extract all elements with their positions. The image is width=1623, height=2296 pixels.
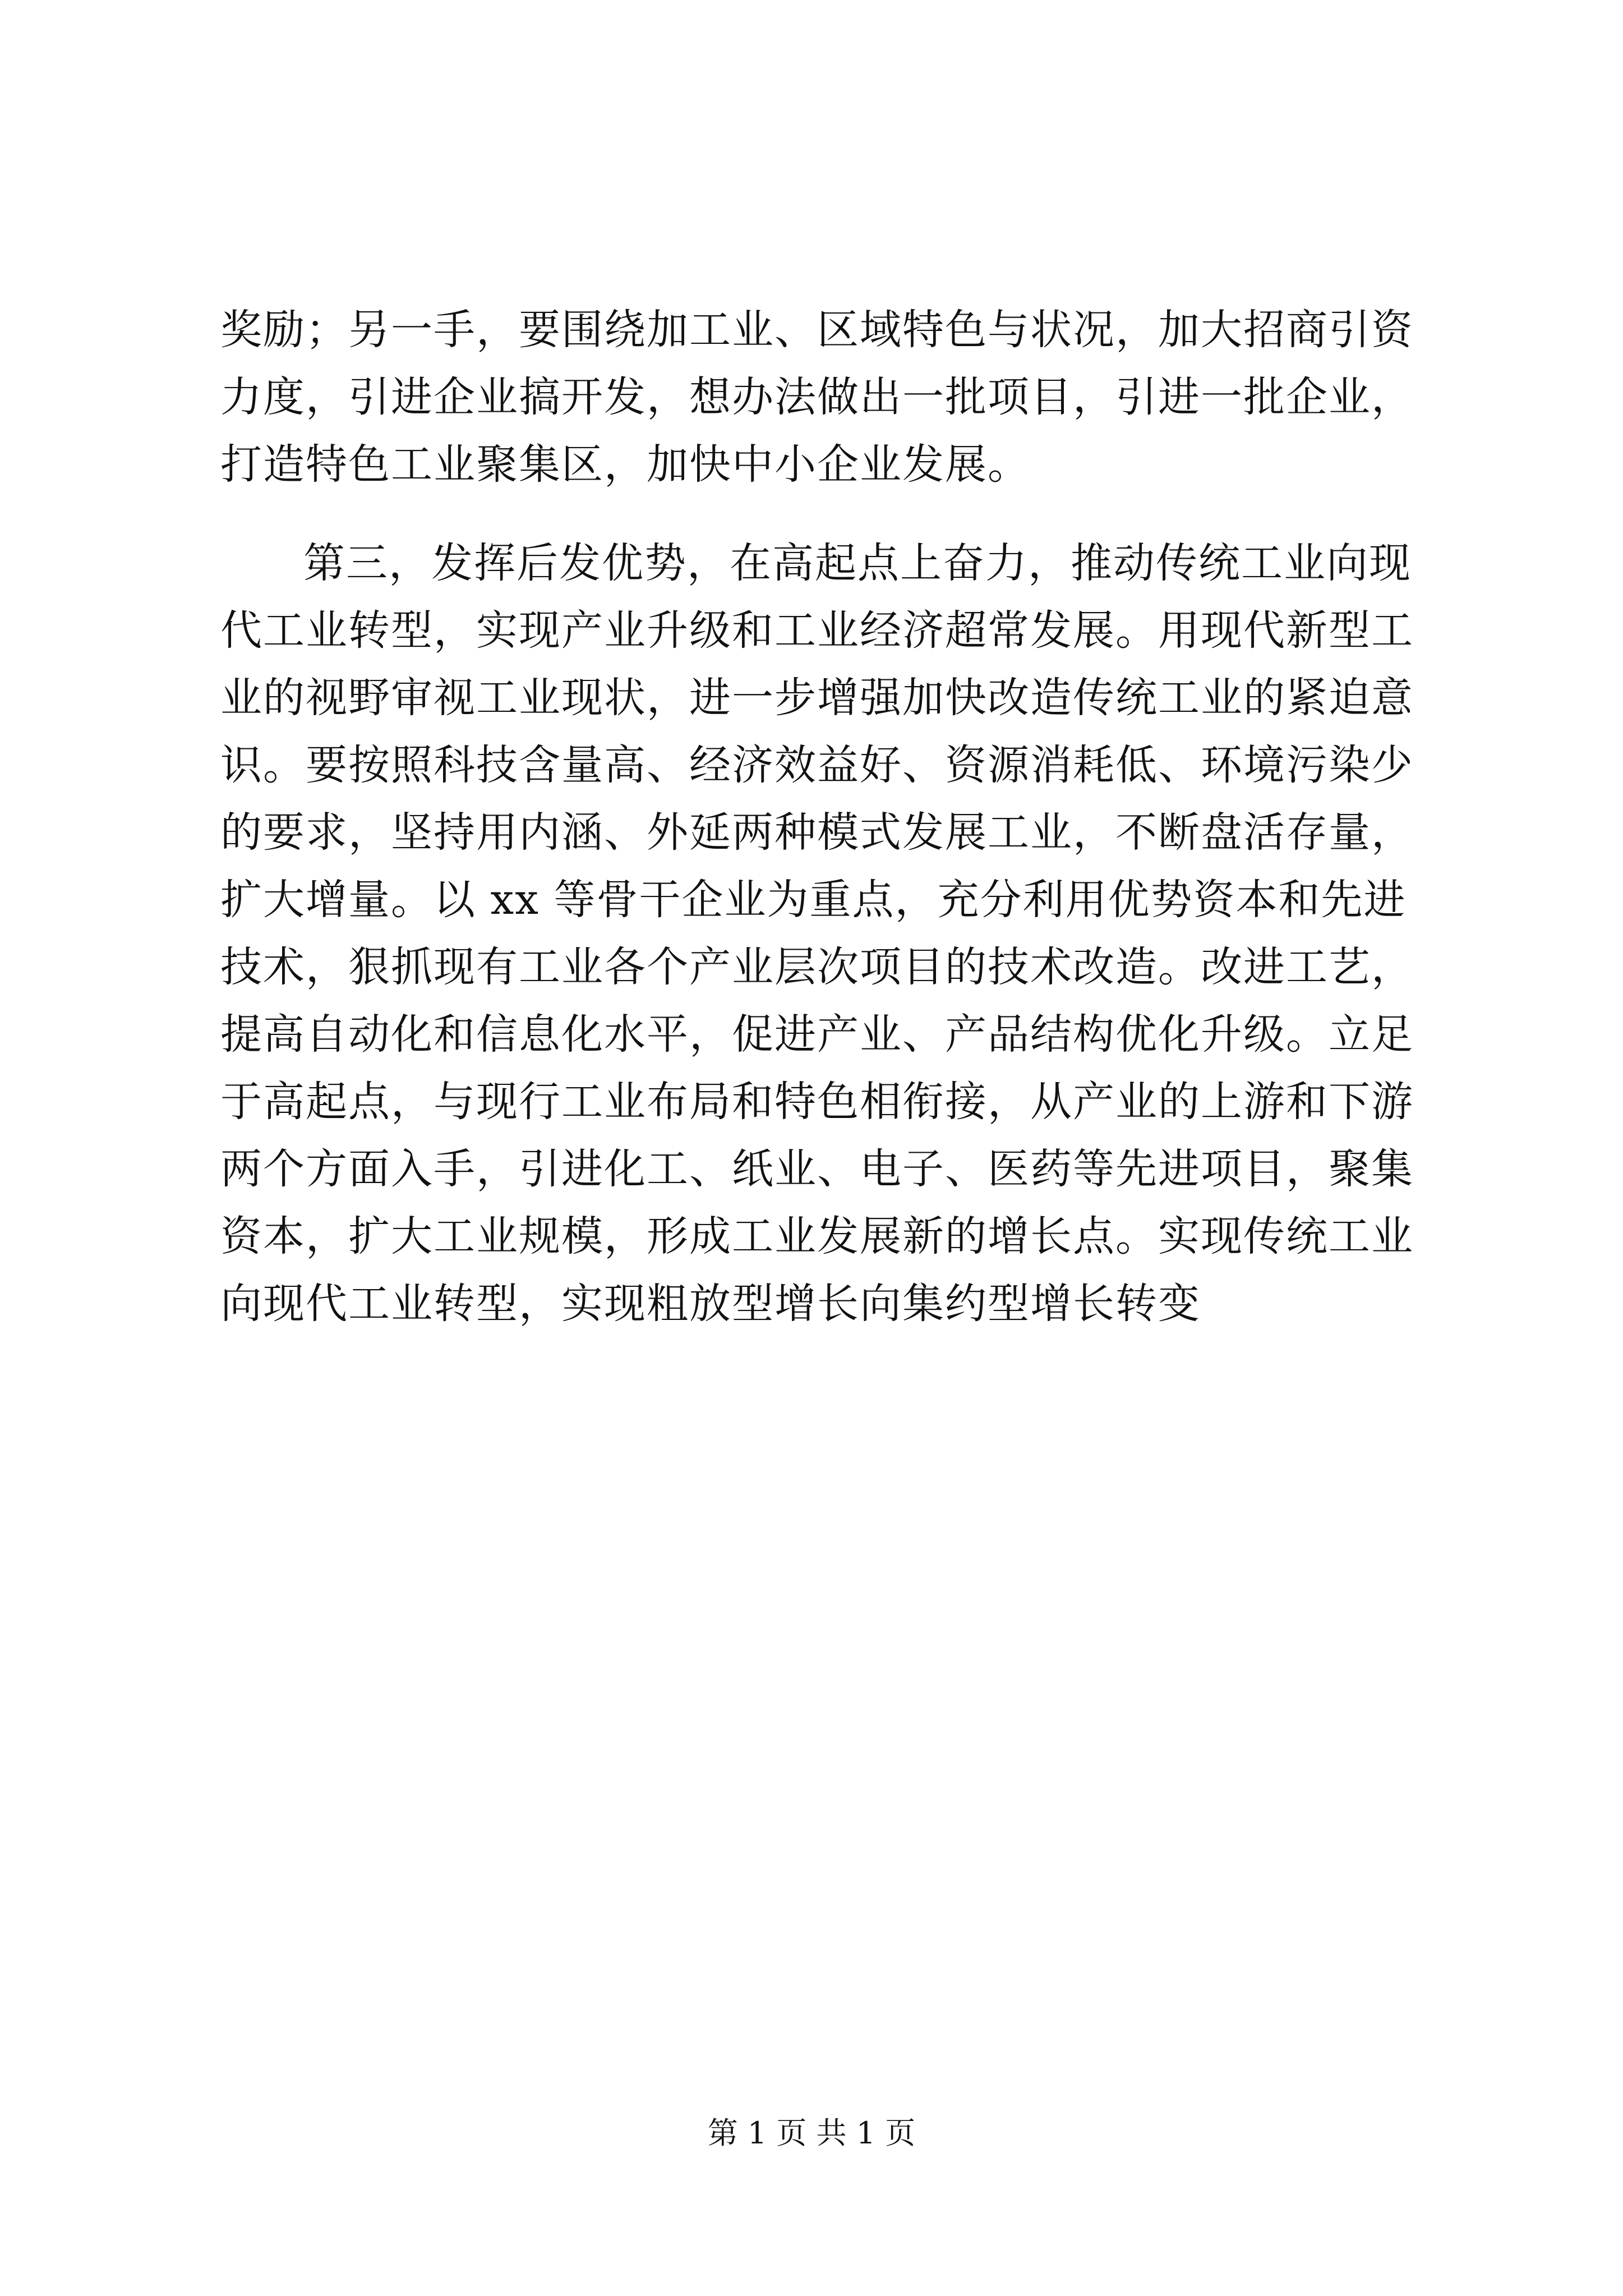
text-line: 的要求，坚持用内涵、外延两种模式发展工业，不断盘活存量， [220,808,1414,857]
page-footer: 第 1 页 共 1 页 [707,2115,916,2151]
text-line: 向现代工业转型，实现粗放型增长向集约型增长转变 [220,1280,1201,1328]
text-line: 技术，狠抓现有工业各个产业层次项目的技术改造。改进工艺， [220,943,1414,991]
text-line: 业的视野审视工业现状，进一步增强加快改造传统工业的紧迫意 [220,674,1414,722]
text-line: 扩大增量。以 xx 等骨干企业为重点，充分利用优势资本和先进 [220,876,1407,924]
text-line: 于高起点，与现行工业布局和特色相衔接，从产业的上游和下游 [220,1078,1414,1126]
text-line: 资本，扩大工业规模，形成工业发展新的增长点。实现传统工业 [220,1212,1414,1260]
text-line: 代工业转型，实现产业升级和工业经济超常发展。用现代新型工 [220,606,1414,655]
paragraph-start-line: 第三，发挥后发优势，在高起点上奋力，推动传统工业向现 [303,539,1412,587]
text-line: 识。要按照科技含量高、经济效益好、资源消耗低、环境污染少 [220,741,1414,789]
text-line: 打造特色工业聚集区，加快中小企业发展。 [220,440,1030,489]
body-text [220,296,1415,1337]
text-line: 提高自动化和信息化水平，促进产业、产品结构优化升级。立足 [220,1010,1414,1059]
text-line: 两个方面入手，引进化工、纸业、电子、医药等先进项目，聚集 [220,1145,1414,1193]
text-line: 奖励；另一手，要围绕加工业、区域特色与状况，加大招商引资 [220,306,1414,354]
text-line: 力度，引进企业搞开发，想办法做出一批项目，引进一批企业， [220,373,1414,421]
